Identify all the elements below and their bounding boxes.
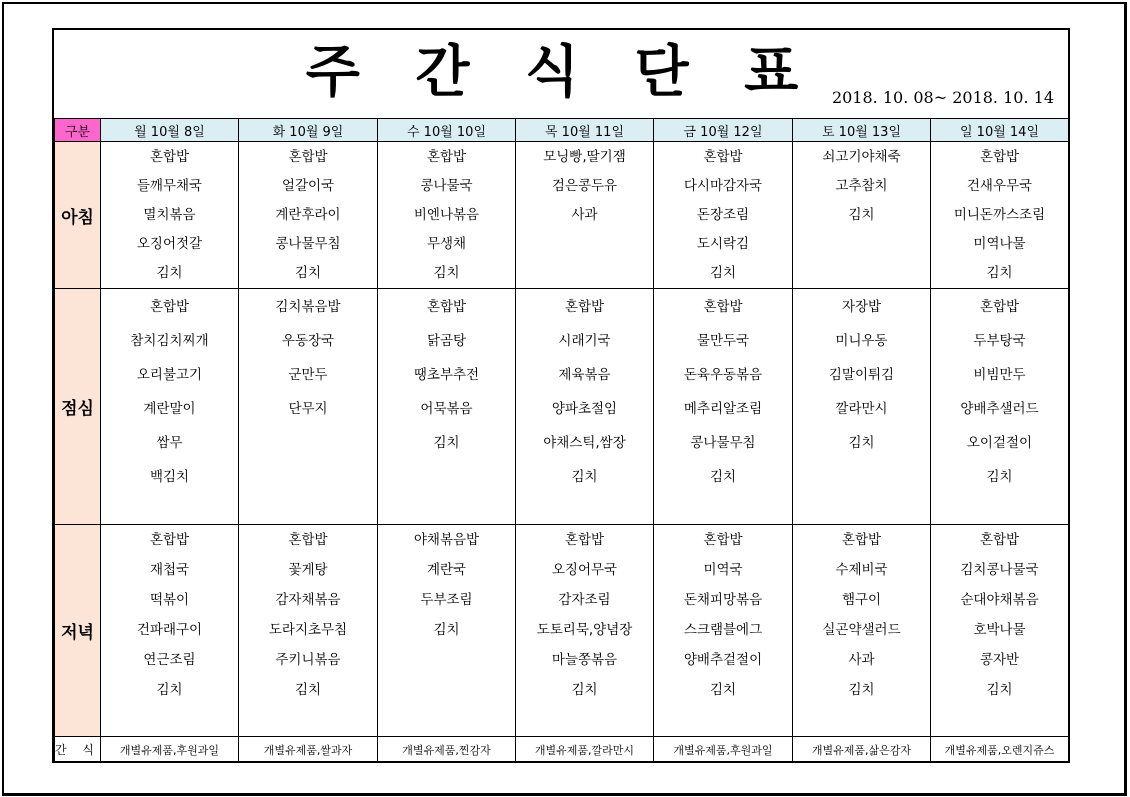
menu-item: 무생채 — [426, 236, 467, 252]
menu-item: 다시마감자국 — [683, 178, 763, 194]
snack-cell: 개별유제품,오렌지쥬스 — [931, 737, 1069, 763]
menu-item: 연근조림 — [143, 652, 196, 668]
menu-item: 햄구이 — [841, 592, 882, 608]
menu-item: 혼합밥 — [703, 299, 743, 315]
menu-item: 김치 — [709, 469, 737, 485]
meal-label-dinner: 저녁 — [55, 525, 101, 737]
menu-item: 혼합밥 — [149, 149, 190, 165]
title-area — [54, 30, 1068, 118]
menu-item: 멸치볶음 — [143, 207, 196, 223]
menu-item: 참치김치찌개 — [130, 333, 209, 349]
menu-item: 김치콩나물국 — [960, 562, 1039, 578]
header-day: 일 10월 14일 — [931, 119, 1069, 142]
menu-item: 김치 — [571, 469, 598, 485]
menu-item: 혼합밥 — [426, 149, 467, 165]
snack-cell: 개별유제품,후원과일 — [654, 737, 793, 763]
menu-item: 혼합밥 — [703, 532, 743, 548]
menu-list — [378, 142, 515, 288]
menu-cell — [931, 289, 1069, 525]
menu-item: 제육볶음 — [558, 367, 611, 383]
menu-cell — [378, 142, 516, 289]
menu-item: 김치 — [294, 265, 322, 281]
menu-cell — [378, 289, 516, 525]
menu-item: 김치 — [709, 265, 737, 281]
menu-item: 자장밥 — [841, 299, 882, 315]
menu-item: 김치 — [848, 435, 875, 451]
menu-item: 혼합밥 — [149, 532, 190, 548]
menu-item: 순대야채볶음 — [960, 592, 1039, 608]
header-day: 토 10월 13일 — [793, 119, 931, 142]
menu-item: 도시락김 — [696, 236, 750, 252]
menu-item: 혼합밥 — [979, 149, 1020, 165]
header-row — [55, 119, 1069, 142]
snack-cell: 개별유제품,후원과일 — [101, 737, 239, 763]
menu-item: 김치 — [433, 265, 460, 281]
menu-item: 떡볶이 — [149, 592, 190, 608]
menu-item: 주키니볶음 — [275, 652, 341, 668]
menu-item: 닭곰탕 — [426, 333, 467, 349]
menu-item: 계란후라이 — [275, 207, 341, 223]
menu-cell — [239, 525, 378, 737]
menu-item: 혼합밥 — [564, 532, 605, 548]
menu-list — [654, 142, 792, 288]
menu-item: 미역국 — [703, 562, 743, 578]
snack-cell: 개별유제품,쌀과자 — [239, 737, 378, 763]
menu-item: 메추리알조림 — [683, 401, 763, 417]
menu-item: 혼합밥 — [149, 299, 190, 315]
menu-item: 두부탕국 — [973, 333, 1026, 349]
menu-list — [101, 142, 238, 288]
meal-label-breakfast: 아침 — [55, 142, 101, 289]
menu-item: 군만두 — [288, 367, 328, 383]
menu-item: 김치 — [156, 682, 183, 698]
menu-item: 마늘쫑볶음 — [551, 652, 618, 668]
menu-item: 쌈무 — [156, 435, 183, 451]
menu-list — [793, 142, 930, 230]
menu-item: 김치 — [848, 207, 875, 223]
menu-item: 김말이튀김 — [828, 367, 895, 383]
menu-item: 혼합밥 — [288, 149, 328, 165]
menu-item: 김치 — [709, 682, 737, 698]
menu-item: 양배추겉절이 — [683, 652, 763, 668]
menu-item: 김치 — [571, 682, 598, 698]
menu-item: 두부조림 — [420, 592, 473, 608]
menu-item: 오리불고기 — [136, 367, 203, 383]
menu-list — [654, 525, 792, 705]
menu-item: 콩나물무침 — [690, 435, 756, 451]
menu-list — [378, 289, 515, 460]
menu-item: 돈육우동볶음 — [683, 367, 763, 383]
menu-list — [239, 142, 377, 288]
menu-item: 단무지 — [288, 401, 328, 417]
menu-item: 계란말이 — [143, 401, 196, 417]
menu-cell — [654, 525, 793, 737]
page-title: 주 간 식 단 표 — [305, 40, 817, 105]
lunch-row — [55, 289, 1069, 525]
menu-item: 재첩국 — [149, 562, 190, 578]
menu-list — [378, 525, 515, 645]
dinner-row — [55, 525, 1069, 737]
menu-item: 오이겉절이 — [966, 435, 1033, 451]
menu-cell — [931, 525, 1069, 737]
menu-item: 돈채피망볶음 — [683, 592, 763, 608]
menu-item: 오징어젓갈 — [136, 236, 203, 252]
header-gubun: 구분 — [55, 119, 101, 142]
menu-item: 김치 — [433, 435, 460, 451]
menu-list — [516, 525, 653, 705]
menu-item: 모닝빵,딸기잼 — [543, 149, 626, 165]
menu-item: 혼합밥 — [426, 299, 467, 315]
menu-item: 수제비국 — [835, 562, 888, 578]
snack-cell: 개별유제품,깔라만시 — [516, 737, 654, 763]
menu-item: 혼합밥 — [841, 532, 882, 548]
menu-item: 사과 — [571, 207, 598, 223]
menu-item: 쇠고기야채죽 — [822, 149, 901, 165]
menu-cell — [931, 142, 1069, 289]
menu-item: 김치 — [294, 682, 322, 698]
menu-item: 김치 — [156, 265, 183, 281]
menu-item: 야채스틱,쌈장 — [543, 435, 626, 451]
menu-list — [516, 289, 653, 494]
menu-list — [931, 289, 1068, 494]
menu-list — [793, 525, 930, 705]
menu-item: 도토리묵,양념장 — [536, 622, 633, 638]
menu-cell — [793, 142, 931, 289]
menu-item: 콩자반 — [979, 652, 1020, 668]
menu-list — [516, 142, 653, 230]
menu-item: 미역나물 — [973, 236, 1026, 252]
menu-item: 고추참치 — [835, 178, 888, 194]
menu-list — [793, 289, 930, 460]
menu-item: 김치 — [986, 682, 1013, 698]
header-day: 월 10월 8일 — [101, 119, 239, 142]
menu-item: 혼합밥 — [564, 299, 605, 315]
header-day: 금 10월 12일 — [654, 119, 793, 142]
menu-cell — [101, 289, 239, 525]
menu-list — [239, 289, 377, 426]
menu-item: 계란국 — [426, 562, 467, 578]
menu-item: 비엔나볶음 — [413, 207, 480, 223]
menu-item: 혼합밥 — [703, 149, 743, 165]
menu-item: 김치 — [848, 682, 875, 698]
menu-list — [101, 525, 238, 705]
menu-cell — [793, 289, 931, 525]
breakfast-row — [55, 142, 1069, 289]
menu-item: 오징어무국 — [551, 562, 618, 578]
snack-label: 간 식 — [55, 737, 101, 763]
menu-item: 김치 — [433, 622, 460, 638]
date-range: 2018. 10. 08~ 2018. 10. 14 — [831, 88, 1054, 107]
menu-cell — [654, 142, 793, 289]
menu-cell — [101, 525, 239, 737]
menu-list — [931, 142, 1068, 288]
menu-list — [101, 289, 238, 494]
menu-item: 건파래구이 — [136, 622, 203, 638]
menu-cell — [239, 142, 378, 289]
menu-item: 비빔만두 — [973, 367, 1026, 383]
menu-item: 양배추샐러드 — [960, 401, 1039, 417]
menu-item: 돈장조림 — [696, 207, 750, 223]
menu-cell — [516, 525, 654, 737]
menu-item: 땡초부추전 — [413, 367, 480, 383]
menu-item: 우동장국 — [281, 333, 335, 349]
menu-item: 혼합밥 — [979, 532, 1020, 548]
menu-item: 백김치 — [149, 469, 190, 485]
snack-cell: 개별유제품,찐감자 — [378, 737, 516, 763]
menu-item: 김치볶음밥 — [275, 299, 341, 315]
menu-item: 들깨무채국 — [136, 178, 203, 194]
menu-item: 시래기국 — [558, 333, 611, 349]
menu-list — [239, 525, 377, 705]
menu-cell — [516, 142, 654, 289]
snack-row — [55, 737, 1069, 763]
menu-item: 사과 — [848, 652, 875, 668]
header-day: 화 10월 9일 — [239, 119, 378, 142]
menu-item: 미니돈까스조림 — [953, 207, 1046, 223]
menu-item: 김치 — [986, 265, 1013, 281]
menu-item: 실곤약샐러드 — [822, 622, 901, 638]
menu-cell — [239, 289, 378, 525]
menu-item: 물만두국 — [696, 333, 750, 349]
menu-item: 호박나물 — [973, 622, 1026, 638]
menu-item: 건새우무국 — [966, 178, 1033, 194]
menu-item: 미니우동 — [835, 333, 888, 349]
header-day: 수 10월 10일 — [378, 119, 516, 142]
menu-item: 깔라만시 — [835, 401, 888, 417]
header-day: 목 10월 11일 — [516, 119, 654, 142]
menu-cell — [793, 525, 931, 737]
menu-item: 혼합밥 — [979, 299, 1020, 315]
menu-item: 검은콩두유 — [551, 178, 618, 194]
menu-cell — [378, 525, 516, 737]
menu-item: 김치 — [986, 469, 1013, 485]
menu-item: 스크램블에그 — [683, 622, 763, 638]
menu-item: 야채볶음밥 — [413, 532, 480, 548]
menu-sheet — [52, 28, 1070, 763]
menu-item: 도라지초무침 — [268, 622, 348, 638]
menu-table — [54, 118, 1069, 763]
menu-cell — [654, 289, 793, 525]
menu-cell — [516, 289, 654, 525]
menu-item: 콩나물무침 — [275, 236, 341, 252]
menu-item: 얼갈이국 — [281, 178, 335, 194]
menu-list — [654, 289, 792, 494]
menu-item: 감자채볶음 — [275, 592, 341, 608]
snack-cell: 개별유제품,삶은감자 — [793, 737, 931, 763]
menu-item: 어묵볶음 — [420, 401, 473, 417]
menu-item: 양파초절임 — [551, 401, 618, 417]
menu-list — [931, 525, 1068, 705]
menu-item: 콩나물국 — [420, 178, 473, 194]
menu-item: 감자조림 — [558, 592, 611, 608]
meal-label-lunch: 점심 — [55, 289, 101, 525]
menu-cell — [101, 142, 239, 289]
menu-item: 혼합밥 — [288, 532, 328, 548]
menu-item: 꽃게탕 — [288, 562, 328, 578]
